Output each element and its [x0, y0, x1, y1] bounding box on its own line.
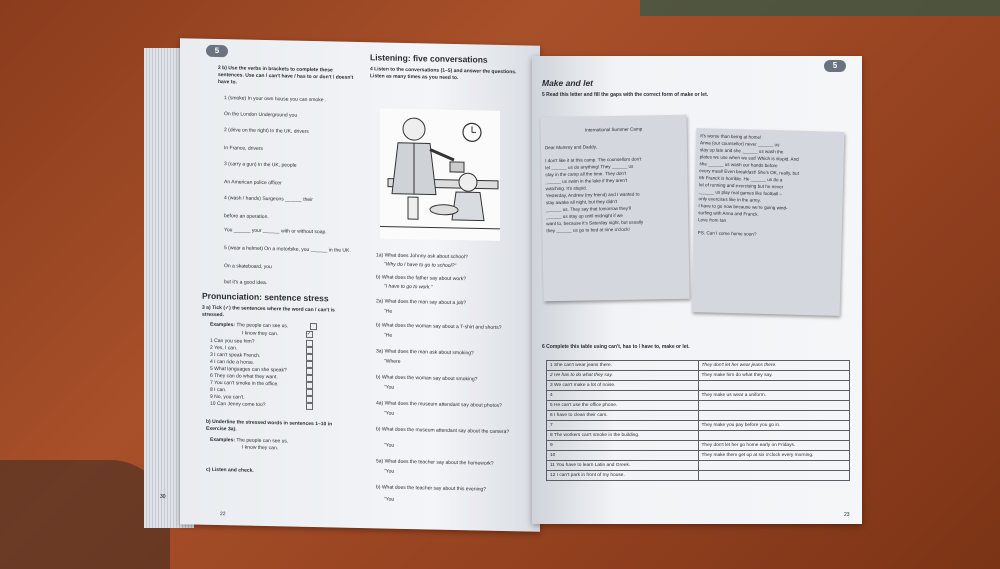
ex3b-example-2: I know they can.	[242, 444, 279, 452]
ex2-item: On a skateboard, you	[224, 263, 272, 271]
table-cell: 2 He has to do what they say.	[547, 371, 699, 381]
letter-line: Love from Ian	[697, 217, 727, 223]
letter-line: she ______ us wash our hands before	[699, 161, 778, 169]
ex2-item: 3 (carry a gun) In the UK, people	[224, 161, 297, 169]
ex4-instruction: 4 Listen to the conversations (1–5) and answer the questions. Listen as many times as you need to.	[370, 66, 517, 82]
table-row	[547, 411, 850, 421]
letter-line: stay awake all night, but they didn't	[545, 198, 618, 206]
ex2-item: On the London Underground you	[224, 111, 298, 119]
table-row	[547, 401, 850, 411]
open-workbook	[140, 28, 870, 528]
table-cell: They don't let her go home early on Fridays.	[698, 441, 850, 451]
letter-line: they ______ us go to bed at nine o'clock!	[546, 226, 630, 234]
table-row	[547, 421, 850, 431]
table-cell: 8 The workers can't smoke in the building.	[547, 431, 699, 441]
table-cell: They make you pay before you go in.	[698, 421, 850, 431]
letter-line: ______ us play real games like football –	[698, 189, 783, 197]
ex2-instruction: 2 b) Use the verbs in brackets to complete these sentences. Use can / can't have / has to or don't / doesn't have to.	[218, 65, 354, 86]
table-cell-blank[interactable]	[698, 471, 850, 481]
table-cell-blank[interactable]	[698, 381, 850, 391]
question: 1a) What does Johnny ask about school?	[376, 252, 468, 261]
ex3-examples: Examples: The people can see us.	[210, 321, 317, 331]
question: 2a) What does the man say about a job?	[376, 298, 467, 307]
letter-line: I have to go now because we're going wind-	[698, 203, 788, 211]
letter-line: lot of running and exercising but he never	[698, 182, 784, 190]
letter-line: stay up late and she ______ us wash the	[699, 147, 784, 155]
letter-line: watching. It's stupid.	[545, 185, 587, 192]
question: b) What does the father say about work?	[376, 274, 467, 283]
table-cell: 6 I have to clean their cars.	[547, 411, 699, 421]
letter-line: let ______ us do anything! They ______ us	[545, 163, 634, 171]
answer-blank[interactable]: "Where	[384, 358, 401, 365]
table-row	[547, 381, 850, 391]
question: b) What does the museum attendant say about the camera?	[376, 426, 510, 436]
section-heading: Make and let	[542, 78, 594, 88]
letter-line: Yesterday, Andrew (my friend) and I wanted to	[545, 191, 640, 199]
letter-line: PS. Can I come home soon?	[697, 230, 757, 237]
ex2-item: before an operation.	[224, 213, 269, 221]
ex3-item: 9 No, you can't.	[210, 393, 245, 401]
ex3b-instruction: b) Underline the stressed words in sentences 1–10 in Exercise 3a).	[206, 418, 333, 433]
ex6-instruction: 6 Complete this table using can't, has to / have to, make or let.	[542, 344, 690, 350]
unit-badge: 5	[824, 60, 846, 72]
letter-line: surfing with Anna and Franck.	[698, 210, 759, 217]
stack-page-number: 30	[160, 494, 166, 500]
ex6-table	[546, 360, 850, 481]
ex2-item: An American police officer	[224, 179, 282, 187]
right-page	[532, 56, 862, 524]
ex2-item: 1 (smoke) In your own house you can smoke .	[224, 95, 327, 104]
table-cell-blank[interactable]: 4	[547, 391, 699, 401]
question: b) What does the teacher say about this evening?	[376, 484, 487, 493]
table-cell-blank[interactable]: 9	[547, 441, 699, 451]
table-cell: 1 She can't wear jeans there.	[547, 361, 699, 371]
pronunciation-heading: Pronunciation: sentence stress	[202, 290, 329, 304]
listening-heading: Listening: five conversations	[370, 52, 488, 65]
ex3-item: 8 I can.	[210, 386, 227, 394]
table-cell-blank[interactable]: 7	[547, 421, 699, 431]
table-cell-blank[interactable]	[698, 411, 850, 421]
answer-blank[interactable]: "You	[384, 496, 395, 503]
answer-blank[interactable]: "He	[384, 308, 393, 315]
table-cell: 5 He can't use the office phone.	[547, 401, 699, 411]
table-row	[547, 471, 850, 481]
table-cell: They make us wear a uniform.	[698, 391, 850, 401]
letter-right	[692, 128, 845, 316]
letter-left	[540, 115, 689, 302]
ex2-item: but it's a good idea.	[224, 279, 268, 287]
table-row	[547, 361, 850, 371]
question: b) What does the woman say about a T-shirt and shorts?	[376, 322, 502, 331]
table-cell: 11 You have to learn Latin and Greek.	[547, 461, 699, 471]
letter-line: ______ us. They say that tomorrow they'll	[545, 205, 631, 213]
page-number: 22	[220, 511, 226, 518]
ex3-item: 2 Yes, I can.	[210, 344, 238, 352]
table-row	[547, 451, 850, 461]
ex2-item: In France, drivers	[224, 145, 263, 152]
answer: "Why do I have to go to school?"	[384, 261, 457, 270]
ex3-item: 7 You can't smoke in the office.	[210, 379, 279, 388]
question: 3a) What does the man ask about smoking?	[376, 348, 474, 357]
letter-line: It's worse than being at home!	[700, 133, 762, 140]
table-cell-blank[interactable]	[698, 401, 850, 411]
ex3-example-2: I know they can. ✓	[242, 330, 312, 338]
answer-blank[interactable]: "You	[384, 410, 395, 417]
ex3c-instruction: c) Listen and check.	[206, 466, 254, 474]
letter-line: only exercises like in the army.	[698, 196, 761, 203]
ex3-item: 3 I can't speak French.	[210, 351, 261, 359]
letter-title: International Summer Camp	[584, 126, 643, 133]
table-row	[547, 431, 850, 441]
table-row	[547, 371, 850, 381]
letter-line: Dear Mummy and Daddy,	[544, 144, 597, 151]
ex3b-examples: Examples: The people can see us.	[210, 436, 289, 445]
letter-line: ______ us stay up until midnight if we	[546, 212, 623, 220]
answer-blank[interactable]: "He	[384, 332, 393, 339]
ex2-item: You ______ your ______ with or without soap.	[224, 227, 327, 236]
table-cell: They make him do what they say.	[698, 371, 850, 381]
question: b) What does the woman say about smoking?	[376, 374, 478, 383]
answer-blank[interactable]: "You	[384, 468, 395, 475]
answer: "I have to go to work."	[384, 283, 433, 291]
table-cell: 3 We can't make a lot of noise.	[547, 381, 699, 391]
table-cell: They make them get up at six o'clock every morning.	[698, 451, 850, 461]
table-cell-blank[interactable]	[698, 461, 850, 471]
table-cell-blank[interactable]: 10	[547, 451, 699, 461]
question: 4a) What does the museum attendant say about photos?	[376, 400, 502, 409]
ex3-item: 5 What languages can she speak?	[210, 365, 287, 374]
table-cell: 12 I can't park in front of my house.	[547, 471, 699, 481]
letter-line: plates we use when we eat! Which is stupid. And	[699, 154, 799, 162]
letter-line: stay in the camp all the time. They don't	[545, 170, 627, 178]
table-row	[547, 441, 850, 451]
letter-line: ______ us swim in the lake if they aren't	[545, 177, 628, 185]
question: 5a) What does the teacher say about the homework?	[376, 458, 494, 467]
ex3-instruction: 3 a) Tick (✓) the sentences where the word can / can't is stressed.	[202, 304, 335, 319]
answer-blank[interactable]: "You	[384, 442, 395, 449]
ex2-item: 5 (wear a helmet) On a motorbike, you ______ in the UK.	[224, 245, 351, 254]
ex5-instruction: 5 Read this letter and fill the gaps with the correct form of make or let.	[542, 92, 709, 98]
letter-line: I don't like it at this camp. The counsellors don't	[545, 156, 642, 164]
table-row	[547, 391, 850, 401]
letter-line: Anna (our counsellor) never ______ us	[699, 140, 780, 148]
ex3-item: 6 They can do what they want.	[210, 372, 278, 381]
page-number: 23	[844, 512, 850, 518]
left-page	[180, 38, 540, 532]
cartoon-drawing	[380, 108, 500, 241]
table-cell-blank[interactable]	[698, 431, 850, 441]
letter-line: every meal! Even breakfast! She's OK, really, but	[699, 168, 799, 176]
ex3-item: 1 Can you see him?	[210, 337, 255, 345]
letter-line: Mr Franck is horrible. He ______ us do a	[699, 175, 783, 183]
checkbox[interactable]	[306, 403, 313, 410]
table-cell: They don't let her wear jeans there.	[698, 361, 850, 371]
answer-blank[interactable]: "You	[384, 384, 395, 391]
unit-badge: 5	[206, 45, 228, 57]
ex3-item: 4 I can ride a horse.	[210, 358, 255, 366]
table-row	[547, 461, 850, 471]
ex2-item: 4 (wash / hands) Surgeons ______ their	[224, 195, 313, 204]
background-object	[640, 0, 1000, 16]
cartoon-illustration	[380, 108, 500, 241]
ex3-item: 10 Can Jenny come too?	[210, 400, 266, 409]
ex2-item: 2 (drive on the right) In the UK, drivers	[224, 127, 309, 135]
letter-line: want to, because it's Saturday night, but usually	[546, 219, 644, 227]
